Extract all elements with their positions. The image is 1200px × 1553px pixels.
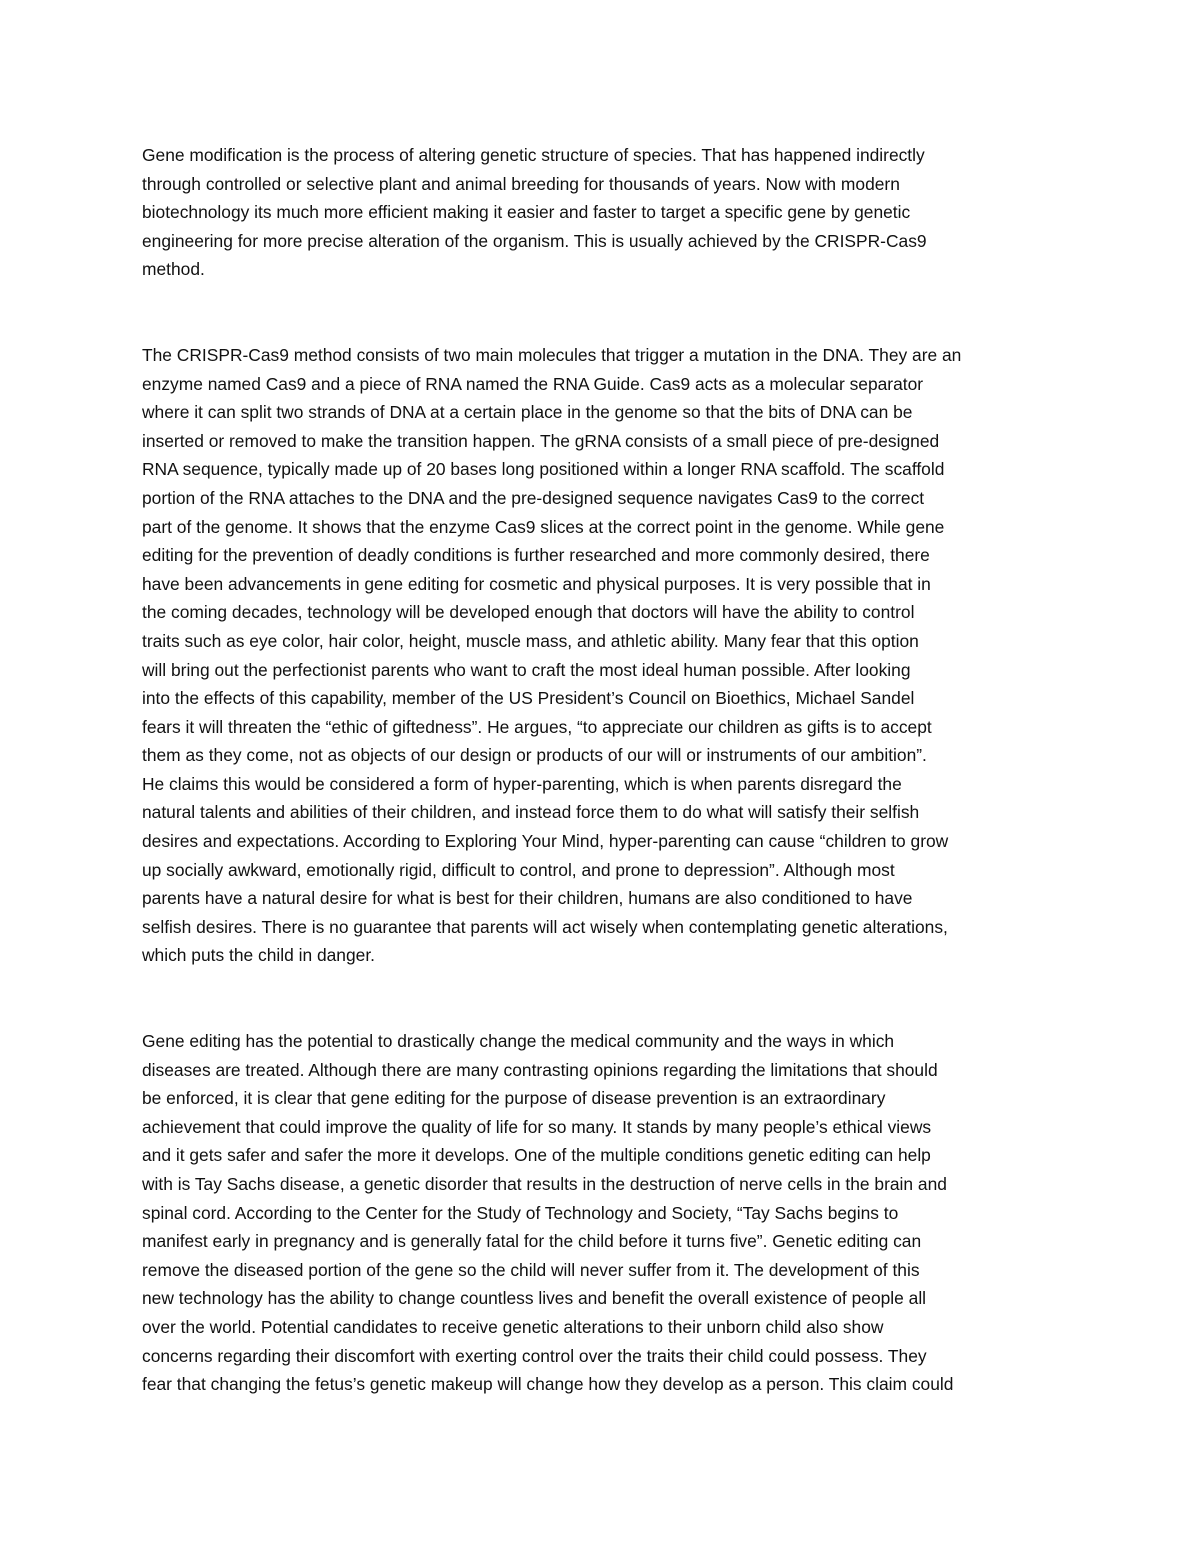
text-line: be enforced, it is clear that gene editing for the purpose of disease prevention is an extraordinary bbox=[142, 1088, 886, 1109]
text-line: the coming decades, technology will be developed enough that doctors will have the ability to control bbox=[142, 602, 915, 623]
text-line: over the world. Potential candidates to receive genetic alterations to their unborn child also show bbox=[142, 1316, 884, 1337]
text-line: selfish desires. There is no guarantee that parents will act wisely when contemplating genetic alterations, bbox=[142, 916, 948, 937]
text-line: through controlled or selective plant and animal breeding for thousands of years. Now with modern bbox=[142, 173, 900, 194]
text-line: where it can split two strands of DNA at a certain place in the genome so that the bits of DNA can be bbox=[142, 402, 913, 423]
paragraph-2 bbox=[142, 341, 1060, 970]
text-line: spinal cord. According to the Center for the Study of Technology and Society, “Tay Sachs begins to bbox=[142, 1202, 899, 1223]
text-line: parents have a natural desire for what is best for their children, humans are also conditioned to have bbox=[142, 888, 913, 909]
text-line: them as they come, not as objects of our design or products of our will or instruments of our ambition”. bbox=[142, 745, 927, 766]
text-line: fears it will threaten the “ethic of giftedness”. He argues, “to appreciate our children as gifts is to accept bbox=[142, 716, 932, 737]
text-line: biotechnology its much more efficient making it easier and faster to target a specific gene by genetic bbox=[142, 202, 911, 223]
text-line: RNA sequence, typically made up of 20 bases long positioned within a longer RNA scaffold. The scaffold bbox=[142, 459, 945, 480]
document-body bbox=[142, 141, 1060, 1399]
text-line: natural talents and abilities of their children, and instead force them to do what will satisfy their selfish bbox=[142, 802, 920, 823]
text-line: with is Tay Sachs disease, a genetic disorder that results in the destruction of nerve cells in the brain and bbox=[142, 1174, 947, 1194]
text-line: Gene modification is the process of altering genetic structure of species. That has happened indirectly bbox=[142, 145, 925, 165]
text-line: manifest early in pregnancy and is generally fatal for the child before it turns five”. Genetic editing can bbox=[142, 1231, 922, 1252]
text-line: He claims this would be considered a form of hyper-parenting, which is when parents disregard the bbox=[142, 773, 902, 794]
text-line: editing for the prevention of deadly conditions is further researched and more commonly desired, there bbox=[142, 545, 930, 566]
text-line: fear that changing the fetus’s genetic makeup will change how they develop as a person. This claim could bbox=[142, 1374, 954, 1395]
text-line: method. bbox=[142, 259, 205, 280]
text-line: and it gets safer and safer the more it develops. One of the multiple conditions genetic editing can help bbox=[142, 1145, 931, 1166]
paragraph-gap bbox=[142, 284, 1060, 341]
text-line: into the effects of this capability, member of the US President’s Council on Bioethics, Michael Sandel bbox=[142, 688, 915, 709]
text-line: have been advancements in gene editing for cosmetic and physical purposes. It is very possible that in bbox=[142, 573, 931, 594]
paragraph-gap bbox=[142, 970, 1060, 1027]
text-line: achievement that could improve the quality of life for so many. It stands by many people’s ethical views bbox=[142, 1116, 932, 1137]
paragraph-1 bbox=[142, 141, 1060, 284]
text-line: new technology has the ability to change countless lives and benefit the overall existence of people all bbox=[142, 1288, 927, 1309]
text-line: engineering for more precise alteration of the organism. This is usually achieved by the CRISPR-Cas9 bbox=[142, 230, 927, 251]
text-line: The CRISPR-Cas9 method consists of two main molecules that trigger a mutation in the DNA. They are an bbox=[142, 344, 962, 365]
text-line: desires and expectations. According to Exploring Your Mind, hyper-parenting can cause “children to grow bbox=[142, 831, 949, 852]
text-line: part of the genome. It shows that the enzyme Cas9 slices at the correct point in the genome. While gene bbox=[142, 516, 945, 537]
text-line: will bring out the perfectionist parents who want to craft the most ideal human possible. After looking bbox=[142, 659, 911, 680]
text-line: enzyme named Cas9 and a piece of RNA named the RNA Guide. Cas9 acts as a molecular separator bbox=[142, 373, 924, 394]
text-line: inserted or removed to make the transition happen. The gRNA consists of a small piece of pre-designed bbox=[142, 430, 940, 451]
text-line: portion of the RNA attaches to the DNA and the pre-designed sequence navigates Cas9 to the correct bbox=[142, 487, 925, 508]
text-line: remove the diseased portion of the gene so the child will never suffer from it. The development of this bbox=[142, 1259, 920, 1280]
text-line: Gene editing has the potential to drastically change the medical community and the ways in which bbox=[142, 1031, 895, 1052]
paragraph-3 bbox=[142, 1027, 1060, 1399]
text-line: diseases are treated. Although there are many contrasting opinions regarding the limitations that should bbox=[142, 1059, 938, 1080]
text-line: up socially awkward, emotionally rigid, difficult to control, and prone to depression”. Although most bbox=[142, 859, 895, 880]
text-line: concerns regarding their discomfort with exerting control over the traits their child could possess. They bbox=[142, 1345, 927, 1366]
text-line: which puts the child in danger. bbox=[142, 945, 375, 966]
text-line: traits such as eye color, hair color, height, muscle mass, and athletic ability. Many fear that this option bbox=[142, 630, 919, 651]
